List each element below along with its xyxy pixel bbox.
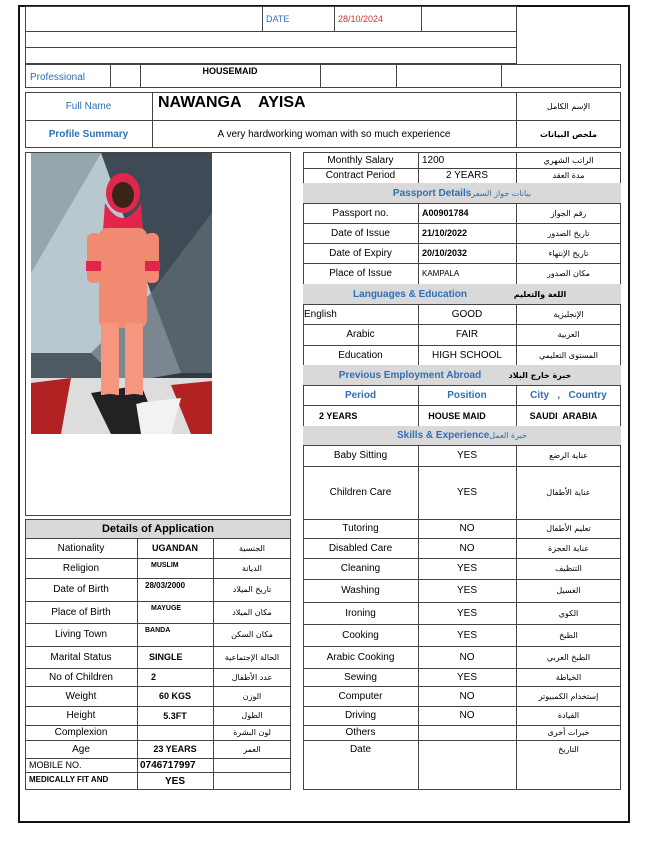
marital-status-value: SINGLE (149, 652, 183, 662)
children-label: No of Children (49, 671, 113, 683)
professional-value: HOUSEMAID (202, 66, 258, 76)
education-label: Education (338, 349, 383, 361)
employment-period-value: 2 YEARS (319, 410, 358, 421)
expiry-date-value: 20/10/2032 (422, 248, 468, 258)
skill-children-care-arabic: عناية الأطفال (546, 488, 591, 497)
mobile-label: MOBILE NO. (29, 760, 82, 770)
skill-children-care-label: Children Care (329, 487, 392, 498)
full-name-value: NAWANGA AYISA (158, 94, 306, 111)
weight-value: 60 KGS (158, 691, 191, 701)
children-arabic: عدد الأطفال (231, 672, 273, 682)
skill-cleaning-label: Cleaning (340, 563, 381, 574)
nationality-arabic: الجنسية (238, 543, 266, 553)
skill-computer-label: Computer (338, 690, 383, 702)
medical-value: YES (164, 775, 185, 787)
religion-arabic: الديانة (241, 563, 263, 573)
skill-baby-sitting-label: Baby Sitting (333, 450, 388, 461)
salary-arabic: الراتب الشهري (543, 155, 594, 165)
weight-label: Weight (65, 690, 97, 702)
date-label: DATE (266, 13, 290, 24)
profile-summary-value: A very hardworking woman with so much experience (217, 128, 451, 140)
english-arabic: الإنجليزية (553, 309, 584, 319)
complexion-value (137, 725, 213, 740)
age-label: Age (72, 743, 90, 755)
skill-date-label: Date (349, 743, 372, 755)
employment-title: Previous Employment Abroad (338, 369, 482, 381)
languages-title: Languages & Education (353, 288, 467, 300)
passport-title: Passport Details بيانات جواز السفر (392, 187, 532, 199)
height-arabic: الطول (241, 711, 263, 720)
passport-number-label: Passport no. (332, 207, 389, 219)
medical-label: MEDICALLY FIT AND (29, 774, 109, 784)
height-label: Height (66, 710, 96, 721)
skill-cleaning-value: YES (456, 563, 477, 574)
position-header: Position (447, 389, 487, 401)
passport-number-arabic: رقم الجواز (550, 208, 587, 218)
skill-computer-arabic: إستخدام الكمبيوتر (538, 691, 599, 701)
skill-tutoring-value: NO (459, 523, 475, 534)
pob-arabic: مكان الميلاد (232, 607, 272, 617)
skill-date-arabic: التاريخ (558, 744, 579, 754)
full-name-label: Full Name (65, 101, 112, 112)
dob-label: Date of Birth (53, 584, 109, 595)
age-arabic: العمر (243, 744, 261, 754)
skill-ironing-arabic: الكوي (558, 608, 579, 618)
passport-number-value: A00901784 (422, 208, 469, 218)
skill-sewing-arabic: الخياطة (555, 672, 582, 682)
religion-value: MUSLIM (151, 561, 179, 569)
age-value: 23 YEARS (153, 744, 197, 754)
issue-date-value: 21/10/2022 (422, 228, 468, 238)
skill-tutoring-label: Tutoring (342, 523, 379, 534)
skill-arabic-cooking-arabic: الطبخ العربي (546, 652, 591, 662)
arabic-arabic: العربية (557, 330, 580, 339)
skills-title: Skills & Experience خبرة العمل (397, 430, 527, 441)
skill-washing-label: Washing (341, 585, 380, 596)
contract-label: Contract Period (325, 170, 396, 181)
professional-row (25, 64, 621, 88)
mobile-value: 0746717997 (140, 759, 196, 771)
skill-cooking-value: YES (456, 629, 477, 641)
languages-title-arabic: اللغة والتعليم (513, 289, 567, 299)
skill-washing-arabic: الغسيل (556, 586, 581, 595)
living-town-value: BANDA (145, 626, 171, 634)
nationality-label: Nationality (57, 542, 105, 554)
skill-driving-arabic: القيادة (557, 711, 580, 720)
arabic-label: Arabic (346, 329, 375, 340)
skill-baby-sitting-arabic: عناية الرضع (549, 451, 588, 460)
pob-value: MAYUGE (151, 604, 182, 612)
english-value: GOOD (451, 308, 483, 320)
professional-label: Professional (30, 71, 86, 83)
salary-value: 1200 (422, 154, 445, 166)
skill-driving-value: NO (459, 710, 475, 721)
skill-disabled-care-arabic: عناية العجزة (548, 543, 589, 553)
dob-value: 28/03/2000 (145, 580, 186, 590)
skill-date-value (418, 740, 516, 758)
skill-arabic-cooking-value: NO (459, 651, 475, 663)
complexion-arabic: لون البشرة (233, 728, 271, 737)
skill-arabic-cooking-label: Arabic Cooking (326, 651, 395, 663)
issue-date-arabic: تاريخ الصدور (547, 228, 590, 238)
skill-others-arabic: خبرات أخرى (547, 728, 590, 737)
employment-city-value: SAUDI ARABIA (529, 410, 598, 421)
skill-cooking-arabic: الطبخ (559, 630, 578, 640)
skill-tutoring-arabic: تعليم الأطفال (546, 524, 591, 533)
salary-label: Monthly Salary (327, 154, 394, 166)
skill-computer-value: NO (459, 690, 475, 702)
skill-ironing-label: Ironing (345, 607, 376, 619)
pob-label: Place of Birth (51, 606, 111, 618)
expiry-date-arabic: تاريخ الإنتهاء (548, 248, 589, 258)
contract-arabic: مدة العقد (552, 171, 585, 180)
skill-washing-value: YES (456, 585, 477, 596)
religion-label: Religion (62, 562, 100, 574)
english-label: English (304, 308, 337, 320)
issue-date-label: Date of Issue (331, 227, 390, 239)
issue-place-value: KAMPALA (422, 269, 460, 278)
full-name-arabic: الإسم الكامل (546, 102, 591, 111)
living-town-arabic: مكان السكن (231, 630, 273, 639)
complexion-label: Complexion (54, 727, 108, 738)
height-value: 5.3FT (163, 710, 187, 721)
skill-others-label: Others (345, 727, 376, 738)
skill-sewing-label: Sewing (344, 671, 377, 683)
education-arabic: المستوى التعليمي (538, 350, 599, 360)
employment-title-arabic: خبرة خارج البلاد (508, 370, 572, 380)
weight-arabic: الوزن (242, 691, 262, 701)
skill-cleaning-arabic: التنظيف (555, 564, 582, 573)
marital-status-arabic: الحالة الإجتماعية (224, 652, 280, 662)
issue-place-label: Place of Issue (329, 268, 392, 279)
arabic-value: FAIR (455, 329, 479, 340)
skill-baby-sitting-value: YES (456, 450, 477, 461)
skill-driving-label: Driving (344, 710, 377, 721)
skill-others-value (418, 725, 516, 740)
skill-cooking-label: Cooking (342, 629, 379, 641)
dob-arabic: تاريخ الميلاد (232, 585, 272, 594)
living-town-label: Living Town (54, 629, 108, 640)
nationality-value: UGANDAN (152, 543, 198, 553)
contract-value: 2 YEARS (445, 170, 489, 181)
skill-sewing-value: YES (456, 671, 477, 683)
issue-place-arabic: مكان الصدور (546, 269, 591, 278)
expiry-date-label: Date of Expiry (329, 247, 392, 259)
children-value: 2 (151, 672, 157, 682)
skill-disabled-care-value: NO (459, 542, 475, 554)
application-title: Details of Application (101, 523, 215, 535)
candidate-photo (31, 153, 212, 434)
period-header: Period (344, 389, 377, 401)
profile-summary-label: Profile Summary (48, 128, 129, 140)
skill-children-care-value: YES (456, 487, 477, 498)
city-country-header: City , Country (530, 389, 607, 401)
skill-ironing-value: YES (456, 607, 477, 619)
marital-status-label: Marital Status (50, 651, 112, 663)
employment-position-value: HOUSE MAID (428, 410, 486, 421)
education-value: HIGH SCHOOL (431, 349, 502, 361)
date-value: 28/10/2024 (338, 13, 384, 24)
skill-disabled-care-label: Disabled Care (328, 542, 393, 554)
profile-summary-arabic: ملخص البيانات (539, 129, 597, 139)
